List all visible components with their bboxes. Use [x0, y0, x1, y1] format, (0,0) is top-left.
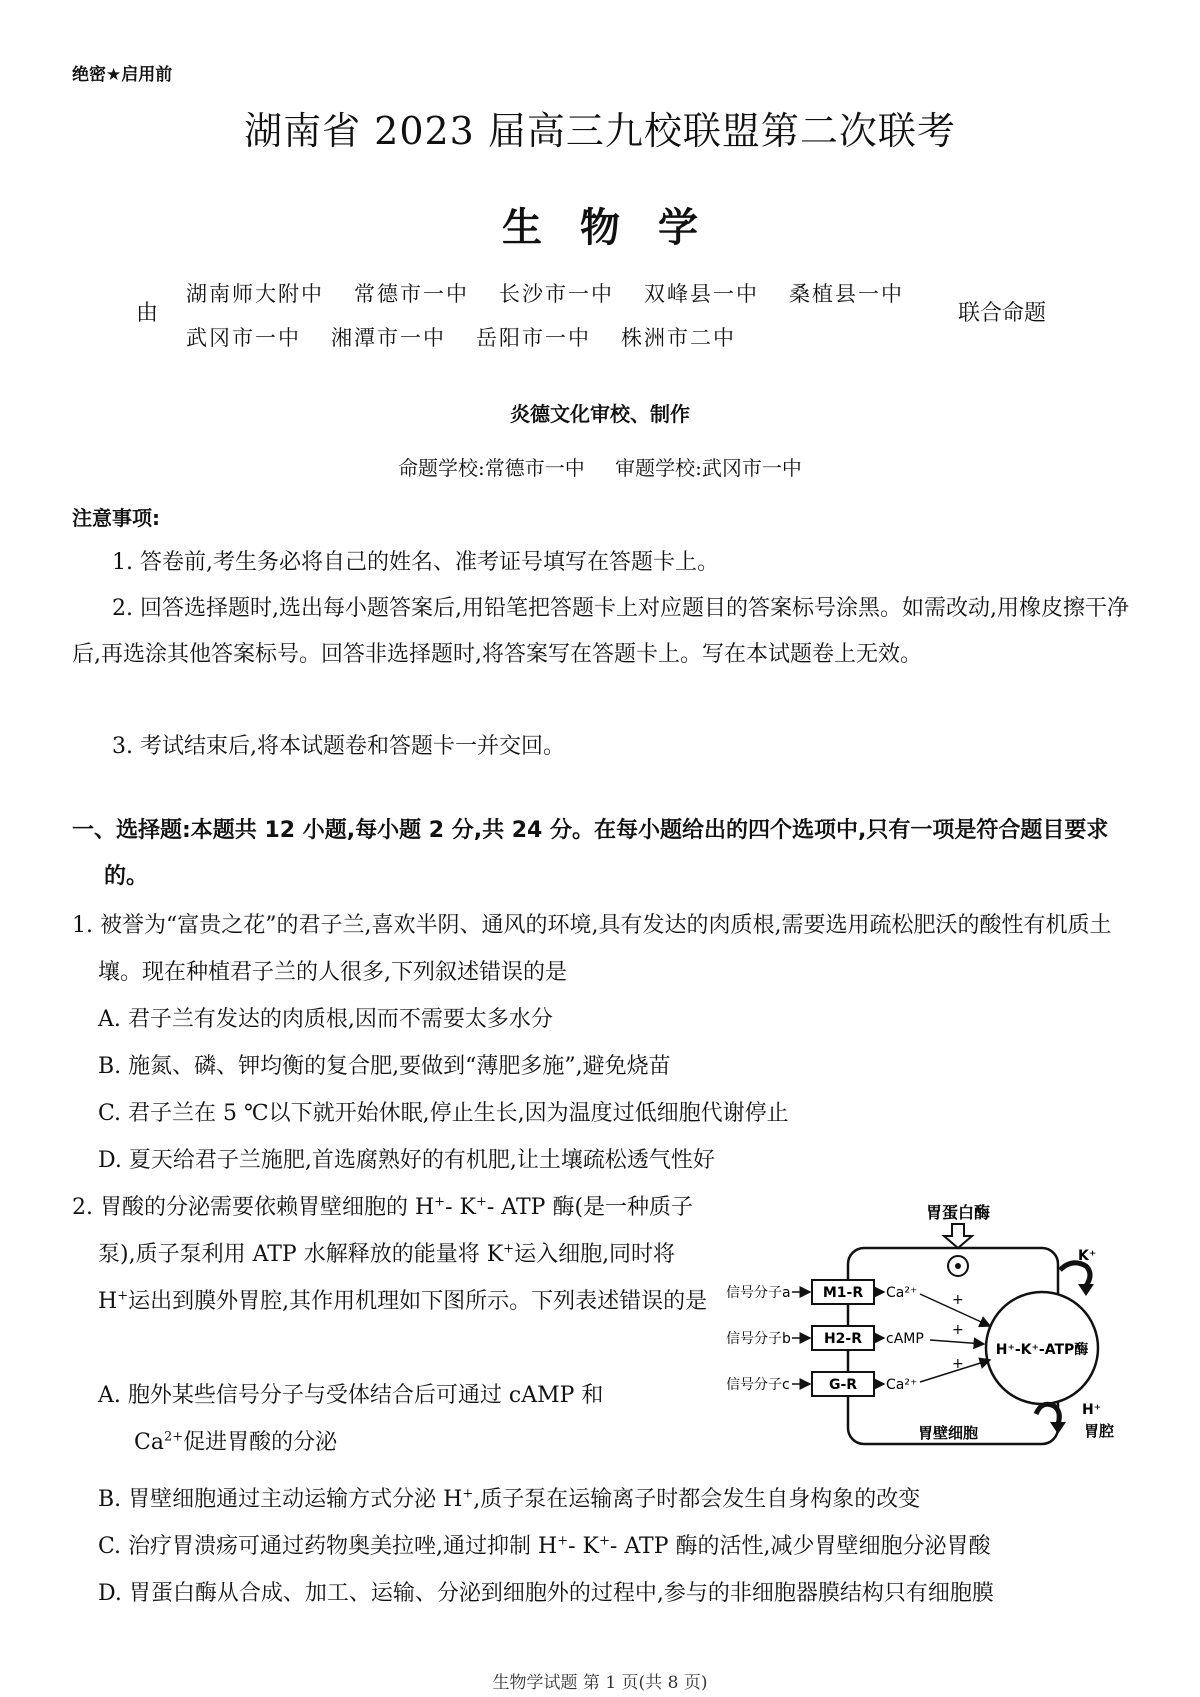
q2-stem-part: - K — [445, 1195, 476, 1220]
up-arrow-icon — [944, 1224, 972, 1248]
m1-receptor-label: M1-R — [822, 1285, 864, 1301]
q2-option-part: 促进胃酸的分泌 — [183, 1430, 338, 1455]
q2-option-part: C. 治疗胃溃疡可通过药物奥美拉唑,通过抑制 H — [98, 1534, 558, 1559]
signal-a-label: 信号分子a — [726, 1285, 791, 1301]
superscript: + — [434, 1194, 446, 1210]
q2-option-d: D. 胃蛋白酶从合成、加工、运输、分泌到细胞外的过程中,参与的非细胞器膜结构只有细胞膜 — [98, 1581, 994, 1606]
reviewer-school: 审题学校:武冈市一中 — [615, 456, 802, 480]
q2-option-a-line1: A. 胞外某些信号分子与受体结合后可通过 cAMP 和 — [98, 1383, 604, 1408]
q2-stem-part: 运入细胞,同时将 H — [98, 1242, 676, 1314]
cell-label: 胃壁细胞 — [917, 1424, 979, 1442]
ca-label-2: Ca²⁺ — [886, 1377, 918, 1393]
school: 长沙市一中 — [499, 282, 614, 306]
q2-option-b — [98, 1476, 920, 1523]
plus-sign: + — [952, 1322, 964, 1338]
subject-title: 生物学 — [502, 205, 736, 251]
secret-label: 绝密★启用前 — [72, 65, 173, 85]
superscript: + — [475, 1194, 487, 1210]
q2-option-part: - K — [568, 1534, 599, 1559]
q2-option-part: - ATP 酶的活性,减少胃壁细胞分泌胃酸 — [609, 1534, 991, 1559]
school: 岳阳市一中 — [476, 326, 591, 350]
pepsin-label: 胃蛋白酶 — [925, 1203, 991, 1222]
pump-label: H⁺-K⁺-ATP酶 — [995, 1342, 1089, 1358]
ca-label-1: Ca²⁺ — [886, 1285, 918, 1301]
school-row-2 — [186, 316, 934, 360]
superscript: + — [557, 1533, 569, 1549]
school: 武冈市一中 — [186, 326, 301, 350]
q1-option-b: B. 施氮、磷、钾均衡的复合肥,要做到“薄肥多施”,避免烧苗 — [98, 1054, 671, 1079]
h-secretion-arrowhead — [1050, 1422, 1066, 1434]
section-heading: 一、选择题:本题共 12 小题,每小题 2 分,共 24 分。在每小题给出的四个选项中,只有一项是符合题目要求的。 — [72, 818, 1109, 889]
notice-item-2: 2. 回答选择题时,选出每小题答案后,用铅笔把答题卡上对应题目的答案标号涂黑。如需改动,用橡皮擦干净后,再选涂其他答案标号。回答非选择题时,将答案写在答题卡上。写在本试题卷上无效。 — [72, 596, 1129, 667]
h2-receptor-label: H2-R — [823, 1331, 863, 1347]
school: 双峰县一中 — [644, 282, 759, 306]
h-secretion-arrow — [1036, 1404, 1059, 1424]
q2-option-part: B. 胃壁细胞通过主动运输方式分泌 H — [98, 1487, 463, 1512]
q1-stem: 1. 被誉为“富贵之花”的君子兰,喜欢半阴、通风的环境,具有发达的肉质根,需要选用疏松肥沃的酸性有机质土壤。现在种植君子兰的人很多,下列叙述错误的是 — [72, 913, 1112, 985]
joint-label: 联合命题 — [958, 301, 1047, 326]
notice-item-1: 1. 答卷前,考生务必将自己的姓名、准考证号填写在答题卡上。 — [112, 550, 719, 575]
by-label: 由 — [136, 301, 159, 326]
makers-line — [0, 452, 1200, 481]
exam-title: 湖南省 2023 届高三九校联盟第二次联考 — [244, 109, 956, 153]
superscript: + — [462, 1486, 474, 1502]
plus-sign: + — [952, 1356, 964, 1372]
g-receptor-label: G-R — [828, 1377, 858, 1393]
q2-option-part: Ca — [134, 1430, 164, 1455]
h-ion-label: H⁺ — [1082, 1402, 1102, 1418]
lumen-label: 胃腔 — [1084, 1422, 1115, 1440]
school: 桑植县一中 — [789, 282, 904, 306]
school-list — [186, 272, 934, 360]
k-ion-label: K⁺ — [1078, 1248, 1097, 1264]
setter-school: 命题学校:常德市一中 — [398, 456, 585, 480]
school: 株洲市二中 — [621, 326, 736, 350]
q2-stem-part: 2. 胃酸的分泌需要依赖胃壁细胞的 H — [72, 1195, 435, 1220]
k-uptake-arrowhead — [1078, 1284, 1094, 1296]
page-footer: 生物学试题 第 1 页(共 8 页) — [492, 1673, 708, 1693]
proton-pump-diagram — [720, 1200, 1170, 1460]
q2-stem-part: - ATP 酶(是一种质子泵),质子泵利用 ATP 水解释放的能量将 K — [98, 1195, 694, 1267]
notice-heading: 注意事项: — [72, 506, 160, 530]
superscript: + — [503, 1241, 515, 1257]
school: 湘潭市一中 — [331, 326, 446, 350]
superscript: + — [117, 1288, 129, 1304]
q1-option-d: D. 夏天给君子兰施肥,首选腐熟好的有机肥,让土壤疏松透气性好 — [98, 1148, 715, 1173]
vesicle-dot — [955, 1263, 961, 1269]
school-row-1 — [186, 272, 934, 316]
q1-option-c: C. 君子兰在 5 ℃以下就开始休眠,停止生长,因为温度过低细胞代谢停止 — [98, 1101, 789, 1126]
notice-item-3: 3. 考试结束后,将本试题卷和答题卡一并交回。 — [112, 734, 565, 759]
camp-arrow — [930, 1340, 984, 1344]
signal-b-label: 信号分子b — [726, 1331, 791, 1347]
school: 湖南师大附中 — [186, 282, 324, 306]
q2-stem-part: 运出到膜外胃腔,其作用机理如下图所示。下列表述错误的是 — [128, 1289, 708, 1314]
q2-stem — [72, 1184, 714, 1325]
superscript: + — [599, 1533, 610, 1549]
q2-option-a-line2 — [134, 1419, 337, 1466]
superscript: 2+ — [163, 1429, 184, 1445]
camp-label: cAMP — [886, 1331, 924, 1347]
signal-c-label: 信号分子c — [726, 1377, 790, 1393]
school: 常德市一中 — [354, 282, 469, 306]
q2-option-c — [98, 1523, 990, 1570]
review-line: 炎德文化审校、制作 — [510, 402, 690, 426]
plus-sign: + — [952, 1292, 964, 1308]
q1-option-a: A. 君子兰有发达的肉质根,因而不需要太多水分 — [98, 1007, 553, 1032]
k-uptake-arrow — [1060, 1263, 1090, 1286]
q2-option-part: ,质子泵在运输离子时都会发生自身构象的改变 — [473, 1487, 921, 1512]
